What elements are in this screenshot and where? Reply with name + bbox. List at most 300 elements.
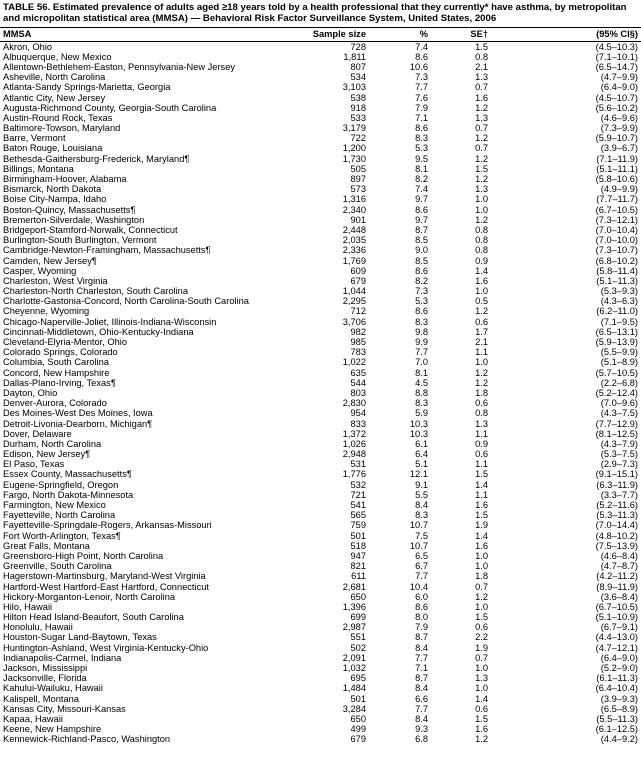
mmsa-cell: Fayetteville-Springdale-Rogers, Arkansas-Missouri [3, 520, 212, 531]
se-cell: 1.0 [475, 286, 488, 297]
table-row [0, 602, 641, 612]
percent-cell: 8.4 [415, 683, 428, 694]
sample-size-cell: 518 [350, 540, 366, 551]
percent-cell: 7.7 [415, 703, 428, 714]
se-cell: 1.4 [475, 693, 488, 704]
sample-size-cell: 722 [350, 133, 366, 144]
percent-cell: 7.4 [415, 41, 428, 52]
se-cell: 1.5 [475, 469, 488, 480]
se-cell: 1.3 [475, 673, 488, 684]
mmsa-cell: Baltimore-Towson, Maryland [3, 123, 121, 134]
se-cell: 1.5 [475, 612, 488, 623]
se-cell: 0.8 [475, 235, 488, 246]
ci-cell: (6.4–9.0) [600, 652, 638, 663]
percent-cell: 7.1 [415, 663, 428, 674]
table-row [0, 683, 641, 693]
table-row [0, 347, 641, 357]
sample-size-cell: 2,948 [342, 449, 366, 460]
ci-cell: (7.1–11.9) [596, 153, 638, 164]
se-cell: 1.6 [475, 500, 488, 511]
mmsa-cell: Jackson, Mississippi [3, 663, 88, 674]
sample-size-cell: 712 [350, 306, 366, 317]
se-cell: 1.5 [475, 713, 488, 724]
percent-cell: 5.9 [415, 408, 428, 419]
sample-size-cell: 502 [350, 642, 366, 653]
sample-size-cell: 901 [350, 214, 366, 225]
mmsa-cell: Fargo, North Dakota-Minnesota [3, 489, 134, 500]
table-row [0, 429, 641, 439]
se-cell: 1.2 [475, 153, 488, 164]
column-header-mmsa: MMSA [0, 27, 299, 41]
ci-cell: (4.7–12.1) [595, 642, 638, 653]
ci-cell: (4.5–10.3) [595, 41, 638, 52]
sample-size-cell: 1,730 [342, 153, 366, 164]
se-cell: 1.0 [475, 194, 488, 205]
ci-cell: (7.5–13.9) [595, 540, 638, 551]
mmsa-cell: Kennewick-Richland-Pasco, Washington [3, 734, 171, 745]
se-cell: 0.6 [475, 703, 488, 714]
sample-size-cell: 1,316 [342, 194, 366, 205]
ci-cell: (5.2–12.4) [595, 387, 638, 398]
se-cell: 1.0 [475, 601, 488, 612]
ci-cell: (7.3–10.7) [595, 245, 638, 256]
mmsa-cell: Dallas-Plano-Irving, Texas¶ [3, 377, 116, 388]
sample-size-cell: 985 [350, 337, 366, 348]
ci-cell: (5.7–10.5) [595, 367, 638, 378]
sample-size-cell: 611 [351, 571, 366, 582]
percent-cell: 7.3 [415, 286, 428, 297]
ci-cell: (5.1–8.9) [600, 357, 638, 368]
mmsa-cell: Hilton Head Island-Beaufort, South Carolina [3, 612, 184, 623]
ci-cell: (7.7–11.7) [596, 194, 638, 205]
percent-cell: 7.3 [415, 72, 428, 83]
percent-cell: 9.7 [415, 194, 428, 205]
mmsa-cell: Kalispell, Montana [3, 693, 79, 704]
se-cell: 1.5 [475, 510, 488, 521]
sample-size-cell: 759 [350, 520, 366, 531]
percent-cell: 8.3 [415, 510, 428, 521]
percent-cell: 7.6 [415, 92, 428, 103]
sample-size-cell: 609 [350, 265, 366, 276]
table-body [0, 41, 641, 744]
se-cell: 1.1 [475, 347, 488, 358]
table-row [0, 41, 641, 52]
se-cell: 1.5 [475, 163, 488, 174]
sample-size-cell: 544 [350, 377, 366, 388]
sample-size-cell: 2,336 [342, 245, 366, 256]
table-row [0, 653, 641, 663]
mmsa-cell: Cambridge-Newton-Framingham, Massachusetts¶ [3, 245, 211, 256]
se-cell: 1.0 [475, 683, 488, 694]
se-cell: 1.2 [475, 377, 488, 388]
ci-cell: (5.1–11.3) [596, 275, 638, 286]
header-row [0, 27, 641, 41]
mmsa-cell: Boise City-Nampa, Idaho [3, 194, 107, 205]
ci-cell: (6.7–9.1) [600, 622, 638, 633]
mmsa-cell: Huntington-Ashland, West Virginia-Kentucky-Ohio [3, 642, 209, 653]
table-row [0, 469, 641, 479]
ci-cell: (5.1–10.9) [595, 612, 638, 623]
sample-size-cell: 532 [350, 479, 366, 490]
se-cell: 0.8 [475, 51, 488, 62]
percent-cell: 5.3 [415, 296, 428, 307]
percent-cell: 10.6 [409, 61, 428, 72]
table-row [0, 143, 641, 153]
table-row [0, 704, 641, 714]
se-cell: 1.2 [475, 734, 488, 745]
table-row [0, 133, 641, 143]
percent-cell: 7.9 [415, 102, 428, 113]
sample-size-cell: 499 [350, 724, 366, 735]
mmsa-cell: Baton Rouge, Louisiana [3, 143, 103, 154]
se-cell: 2.2 [475, 632, 488, 643]
mmsa-cell: Birmingham-Hoover, Alabama [3, 174, 127, 185]
table-row [0, 541, 641, 551]
column-header-percent: % [369, 27, 431, 41]
percent-cell: 8.7 [415, 224, 428, 235]
mmsa-cell: Kansas City, Missouri-Kansas [3, 703, 126, 714]
table-row [0, 663, 641, 673]
mmsa-cell: Fayetteville, North Carolina [3, 510, 116, 521]
percent-cell: 7.7 [415, 571, 428, 582]
percent-cell: 5.1 [415, 459, 428, 470]
se-cell: 1.2 [475, 306, 488, 317]
mmsa-cell: Bethesda-Gaithersburg-Frederick, Maryland¶ [3, 153, 190, 164]
se-cell: 1.0 [475, 663, 488, 674]
sample-size-cell: 1,776 [342, 469, 366, 480]
table-row [0, 205, 641, 215]
percent-cell: 9.7 [415, 214, 428, 225]
ci-cell: (7.0–14.4) [595, 520, 638, 531]
ci-cell: (5.3–9.3) [600, 286, 638, 297]
table-row [0, 368, 641, 378]
se-cell: 0.6 [475, 316, 488, 327]
sample-size-cell: 695 [350, 673, 366, 684]
table-title: TABLE 56. Estimated prevalence of adults aged ≥18 years told by a health professional that they currently* have asthma, by metropolitan and micropolitan statistical area (MMSA) — Behavioral Risk Factor Surveillance System, United States, 2006 [3, 2, 627, 24]
table-row [0, 276, 641, 286]
ci-cell: (3.3–7.7) [600, 489, 638, 500]
percent-cell: 7.4 [415, 184, 428, 195]
table-row [0, 225, 641, 235]
ci-cell: (7.1–9.5) [600, 316, 638, 327]
sample-size-cell: 1,032 [342, 663, 366, 674]
sample-size-cell: 833 [350, 418, 366, 429]
table-row [0, 286, 641, 296]
ci-cell: (5.6–10.2) [595, 102, 638, 113]
percent-cell: 10.7 [409, 540, 428, 551]
percent-cell: 8.6 [415, 306, 428, 317]
ci-cell: (5.9–10.7) [595, 133, 638, 144]
table-row [0, 459, 641, 469]
mmsa-cell: Kapaa, Hawaii [3, 713, 63, 724]
sample-size-cell: 551 [350, 632, 366, 643]
mmsa-cell: Hartford-West Hartford-East Hartford, Connecticut [3, 581, 209, 592]
percent-cell: 8.5 [415, 235, 428, 246]
percent-cell: 7.1 [415, 112, 428, 123]
mmsa-cell: Durham, North Carolina [3, 438, 102, 449]
mmsa-cell: Cincinnati-Middletown, Ohio-Kentucky-Indiana [3, 326, 194, 337]
ci-cell: (8.9–11.9) [596, 581, 638, 592]
table-row [0, 500, 641, 510]
sample-size-cell: 897 [350, 174, 366, 185]
se-cell: 1.9 [475, 520, 488, 531]
percent-cell: 6.6 [415, 693, 428, 704]
se-cell: 1.2 [475, 102, 488, 113]
sample-size-cell: 650 [350, 713, 366, 724]
table-row [0, 317, 641, 327]
mmsa-cell: Indianapolis-Carmel, Indiana [3, 652, 122, 663]
mmsa-cell: Houston-Sugar Land-Baytown, Texas [3, 632, 157, 643]
mmsa-cell: Cleveland-Elyria-Mentor, Ohio [3, 337, 128, 348]
se-cell: 0.6 [475, 398, 488, 409]
mmsa-cell: Asheville, North Carolina [3, 72, 106, 83]
sample-size-cell: 1,811 [343, 51, 366, 62]
sample-size-cell: 538 [350, 92, 366, 103]
mmsa-cell: Farmington, New Mexico [3, 500, 106, 511]
sample-size-cell: 1,200 [342, 143, 366, 154]
se-cell: 1.1 [475, 489, 488, 500]
ci-cell: (7.3–12.1) [595, 214, 638, 225]
mmsa-cell: Colorado Springs, Colorado [3, 347, 118, 358]
percent-cell: 9.3 [415, 724, 428, 735]
mmsa-cell: Eugene-Springfield, Oregon [3, 479, 119, 490]
table-row [0, 245, 641, 255]
table-row [0, 113, 641, 123]
ci-cell: (6.8–10.2) [595, 255, 638, 266]
ci-cell: (4.7–8.7) [600, 561, 638, 572]
table-row [0, 103, 641, 113]
mmsa-cell: Great Falls, Montana [3, 540, 90, 551]
mmsa-cell: Greenville, South Carolina [3, 561, 112, 572]
percent-cell: 6.1 [415, 438, 428, 449]
sample-size-cell: 501 [350, 530, 366, 541]
percent-cell: 7.0 [415, 357, 428, 368]
percent-cell: 6.7 [415, 561, 428, 572]
percent-cell: 8.4 [415, 642, 428, 653]
percent-cell: 6.5 [415, 550, 428, 561]
mmsa-cell: Kahului-Wailuku, Hawaii [3, 683, 103, 694]
table-row [0, 388, 641, 398]
table-row [0, 408, 641, 418]
table-row [0, 184, 641, 194]
mmsa-cell: Edison, New Jersey¶ [3, 449, 91, 460]
table-row [0, 174, 641, 184]
se-cell: 1.7 [475, 326, 488, 337]
sample-size-cell: 1,372 [342, 428, 366, 439]
table-row [0, 571, 641, 581]
table-row [0, 337, 641, 347]
table-row [0, 439, 641, 449]
percent-cell: 7.7 [415, 82, 428, 93]
column-header-sample-size: Sample size [299, 27, 369, 41]
se-cell: 1.4 [475, 479, 488, 490]
table-row [0, 62, 641, 72]
se-cell: 0.7 [475, 581, 488, 592]
sample-size-cell: 918 [350, 102, 366, 113]
sample-size-cell: 803 [350, 387, 366, 398]
se-cell: 1.3 [475, 112, 488, 123]
mmsa-cell: Columbia, South Carolina [3, 357, 109, 368]
percent-cell: 4.5 [415, 377, 428, 388]
mmsa-cell: Barre, Vermont [3, 133, 66, 144]
ci-cell: (9.1–15.1) [595, 469, 638, 480]
se-cell: 1.3 [475, 418, 488, 429]
se-cell: 0.8 [475, 408, 488, 419]
mmsa-cell: Atlantic City, New Jersey [3, 92, 106, 103]
sample-size-cell: 3,103 [342, 82, 366, 93]
se-cell: 1.2 [475, 133, 488, 144]
ci-cell: (4.7–9.9) [600, 72, 638, 83]
percent-cell: 10.4 [409, 581, 428, 592]
percent-cell: 8.0 [415, 612, 428, 623]
sample-size-cell: 783 [350, 347, 366, 358]
percent-cell: 9.8 [415, 326, 428, 337]
sample-size-cell: 821 [350, 561, 366, 572]
data-table [0, 27, 641, 745]
ci-cell: (4.8–10.2) [595, 530, 638, 541]
mmsa-cell: Charleston-North Charleston, South Carolina [3, 286, 188, 297]
table-row [0, 449, 641, 459]
ci-cell: (6.5–13.1) [595, 326, 638, 337]
mmsa-cell: El Paso, Texas [3, 459, 65, 470]
mmsa-cell: Hilo, Hawaii [3, 601, 53, 612]
table-row [0, 306, 641, 316]
se-cell: 1.0 [475, 204, 488, 215]
table-row [0, 154, 641, 164]
percent-cell: 8.1 [415, 367, 428, 378]
se-cell: 1.0 [475, 357, 488, 368]
ci-cell: (7.7–12.9) [595, 418, 638, 429]
mmsa-cell: Essex County, Massachusetts¶ [3, 469, 132, 480]
se-cell: 1.6 [475, 540, 488, 551]
sample-size-cell: 699 [350, 612, 366, 623]
table-row [0, 622, 641, 632]
se-cell: 0.9 [475, 255, 488, 266]
sample-size-cell: 635 [350, 367, 366, 378]
table-header [0, 27, 641, 41]
table-row [0, 296, 641, 306]
ci-cell: (3.6–8.4) [600, 591, 638, 602]
se-cell: 1.0 [475, 550, 488, 561]
ci-cell: (4.9–9.9) [600, 184, 638, 195]
ci-cell: (5.9–13.9) [595, 337, 638, 348]
percent-cell: 8.1 [415, 163, 428, 174]
sample-size-cell: 505 [350, 163, 366, 174]
se-cell: 2.1 [475, 337, 488, 348]
percent-cell: 7.5 [415, 530, 428, 541]
sample-size-cell: 2,448 [342, 224, 366, 235]
table-row [0, 582, 641, 592]
percent-cell: 8.2 [415, 174, 428, 185]
percent-cell: 6.8 [415, 734, 428, 745]
se-cell: 1.3 [475, 184, 488, 195]
se-cell: 1.6 [475, 275, 488, 286]
sample-size-cell: 2,987 [342, 622, 366, 633]
percent-cell: 6.0 [415, 591, 428, 602]
table-row [0, 419, 641, 429]
sample-size-cell: 721 [350, 489, 366, 500]
mmsa-cell: Austin-Round Rock, Texas [3, 112, 113, 123]
sample-size-cell: 2,681 [342, 581, 366, 592]
mmsa-cell: Bridgeport-Stamford-Norwalk, Connecticut [3, 224, 178, 235]
ci-cell: (5.5–11.3) [596, 713, 638, 724]
ci-cell: (6.1–12.5) [595, 724, 638, 735]
sample-size-cell: 954 [350, 408, 366, 419]
se-cell: 0.7 [475, 123, 488, 134]
table-row [0, 734, 641, 744]
ci-cell: (5.5–9.9) [600, 347, 638, 358]
mmsa-cell: Atlanta-Sandy Springs-Marietta, Georgia [3, 82, 171, 93]
mmsa-cell: Hagerstown-Martinsburg, Maryland-West Virginia [3, 571, 206, 582]
mmsa-cell: Bremerton-Silverdale, Washington [3, 214, 145, 225]
table-row [0, 694, 641, 704]
table-row [0, 72, 641, 82]
table-row [0, 643, 641, 653]
sample-size-cell: 1,396 [342, 601, 366, 612]
mmsa-cell: Dayton, Ohio [3, 387, 58, 398]
mmsa-cell: Charleston, West Virginia [3, 275, 108, 286]
se-cell: 1.0 [475, 561, 488, 572]
sample-size-cell: 679 [350, 734, 366, 745]
mmsa-cell: Billings, Montana [3, 163, 74, 174]
percent-cell: 10.3 [409, 418, 428, 429]
se-cell: 1.6 [475, 724, 488, 735]
ci-cell: (4.3–7.5) [600, 408, 638, 419]
se-cell: 0.6 [475, 449, 488, 460]
percent-cell: 5.3 [415, 143, 428, 154]
percent-cell: 8.3 [415, 398, 428, 409]
table-row [0, 490, 641, 500]
mmsa-cell: Hickory-Morganton-Lenoir, North Carolina [3, 591, 176, 602]
sample-size-cell: 1,026 [342, 438, 366, 449]
sample-size-cell: 728 [350, 41, 366, 52]
mmsa-cell: Detroit-Livonia-Dearborn, Michigan¶ [3, 418, 153, 429]
mmsa-cell: Boston-Quincy, Massachusetts¶ [3, 204, 136, 215]
mmsa-cell: Denver-Aurora, Colorado [3, 398, 107, 409]
ci-cell: (6.3–11.9) [596, 479, 638, 490]
mmsa-cell: Chicago-Naperville-Joliet, Illinois-Indiana-Wisconsin [3, 316, 217, 327]
table-row [0, 592, 641, 602]
mmsa-cell: Charlotte-Gastonia-Concord, North Carolina-South Carolina [3, 296, 249, 307]
sample-size-cell: 501 [350, 693, 366, 704]
ci-cell: (8.1–12.5) [595, 428, 638, 439]
ci-cell: (7.0–9.6) [600, 398, 638, 409]
se-cell: 1.2 [475, 367, 488, 378]
percent-cell: 10.7 [409, 520, 428, 531]
table-row [0, 551, 641, 561]
se-cell: 0.7 [475, 143, 488, 154]
se-cell: 1.2 [475, 174, 488, 185]
sample-size-cell: 3,706 [342, 316, 366, 327]
percent-cell: 8.4 [415, 713, 428, 724]
sample-size-cell: 982 [350, 326, 366, 337]
ci-cell: (2.9–7.3) [600, 459, 638, 470]
mmsa-cell: Augusta-Richmond County, Georgia-South Carolina [3, 102, 217, 113]
mmsa-cell: Allentown-Bethlehem-Easton, Pennsylvania-New Jersey [3, 61, 236, 72]
sample-size-cell: 2,830 [342, 398, 366, 409]
ci-cell: (5.8–11.4) [596, 265, 638, 276]
se-cell: 0.7 [475, 652, 488, 663]
ci-cell: (6.5–8.9) [600, 703, 638, 714]
percent-cell: 8.7 [415, 632, 428, 643]
se-cell: 1.8 [475, 387, 488, 398]
se-cell: 1.6 [475, 92, 488, 103]
table-row [0, 510, 641, 520]
percent-cell: 8.2 [415, 275, 428, 286]
mmsa-cell: Cheyenne, Wyoming [3, 306, 90, 317]
table-row [0, 235, 641, 245]
percent-cell: 10.3 [409, 428, 428, 439]
